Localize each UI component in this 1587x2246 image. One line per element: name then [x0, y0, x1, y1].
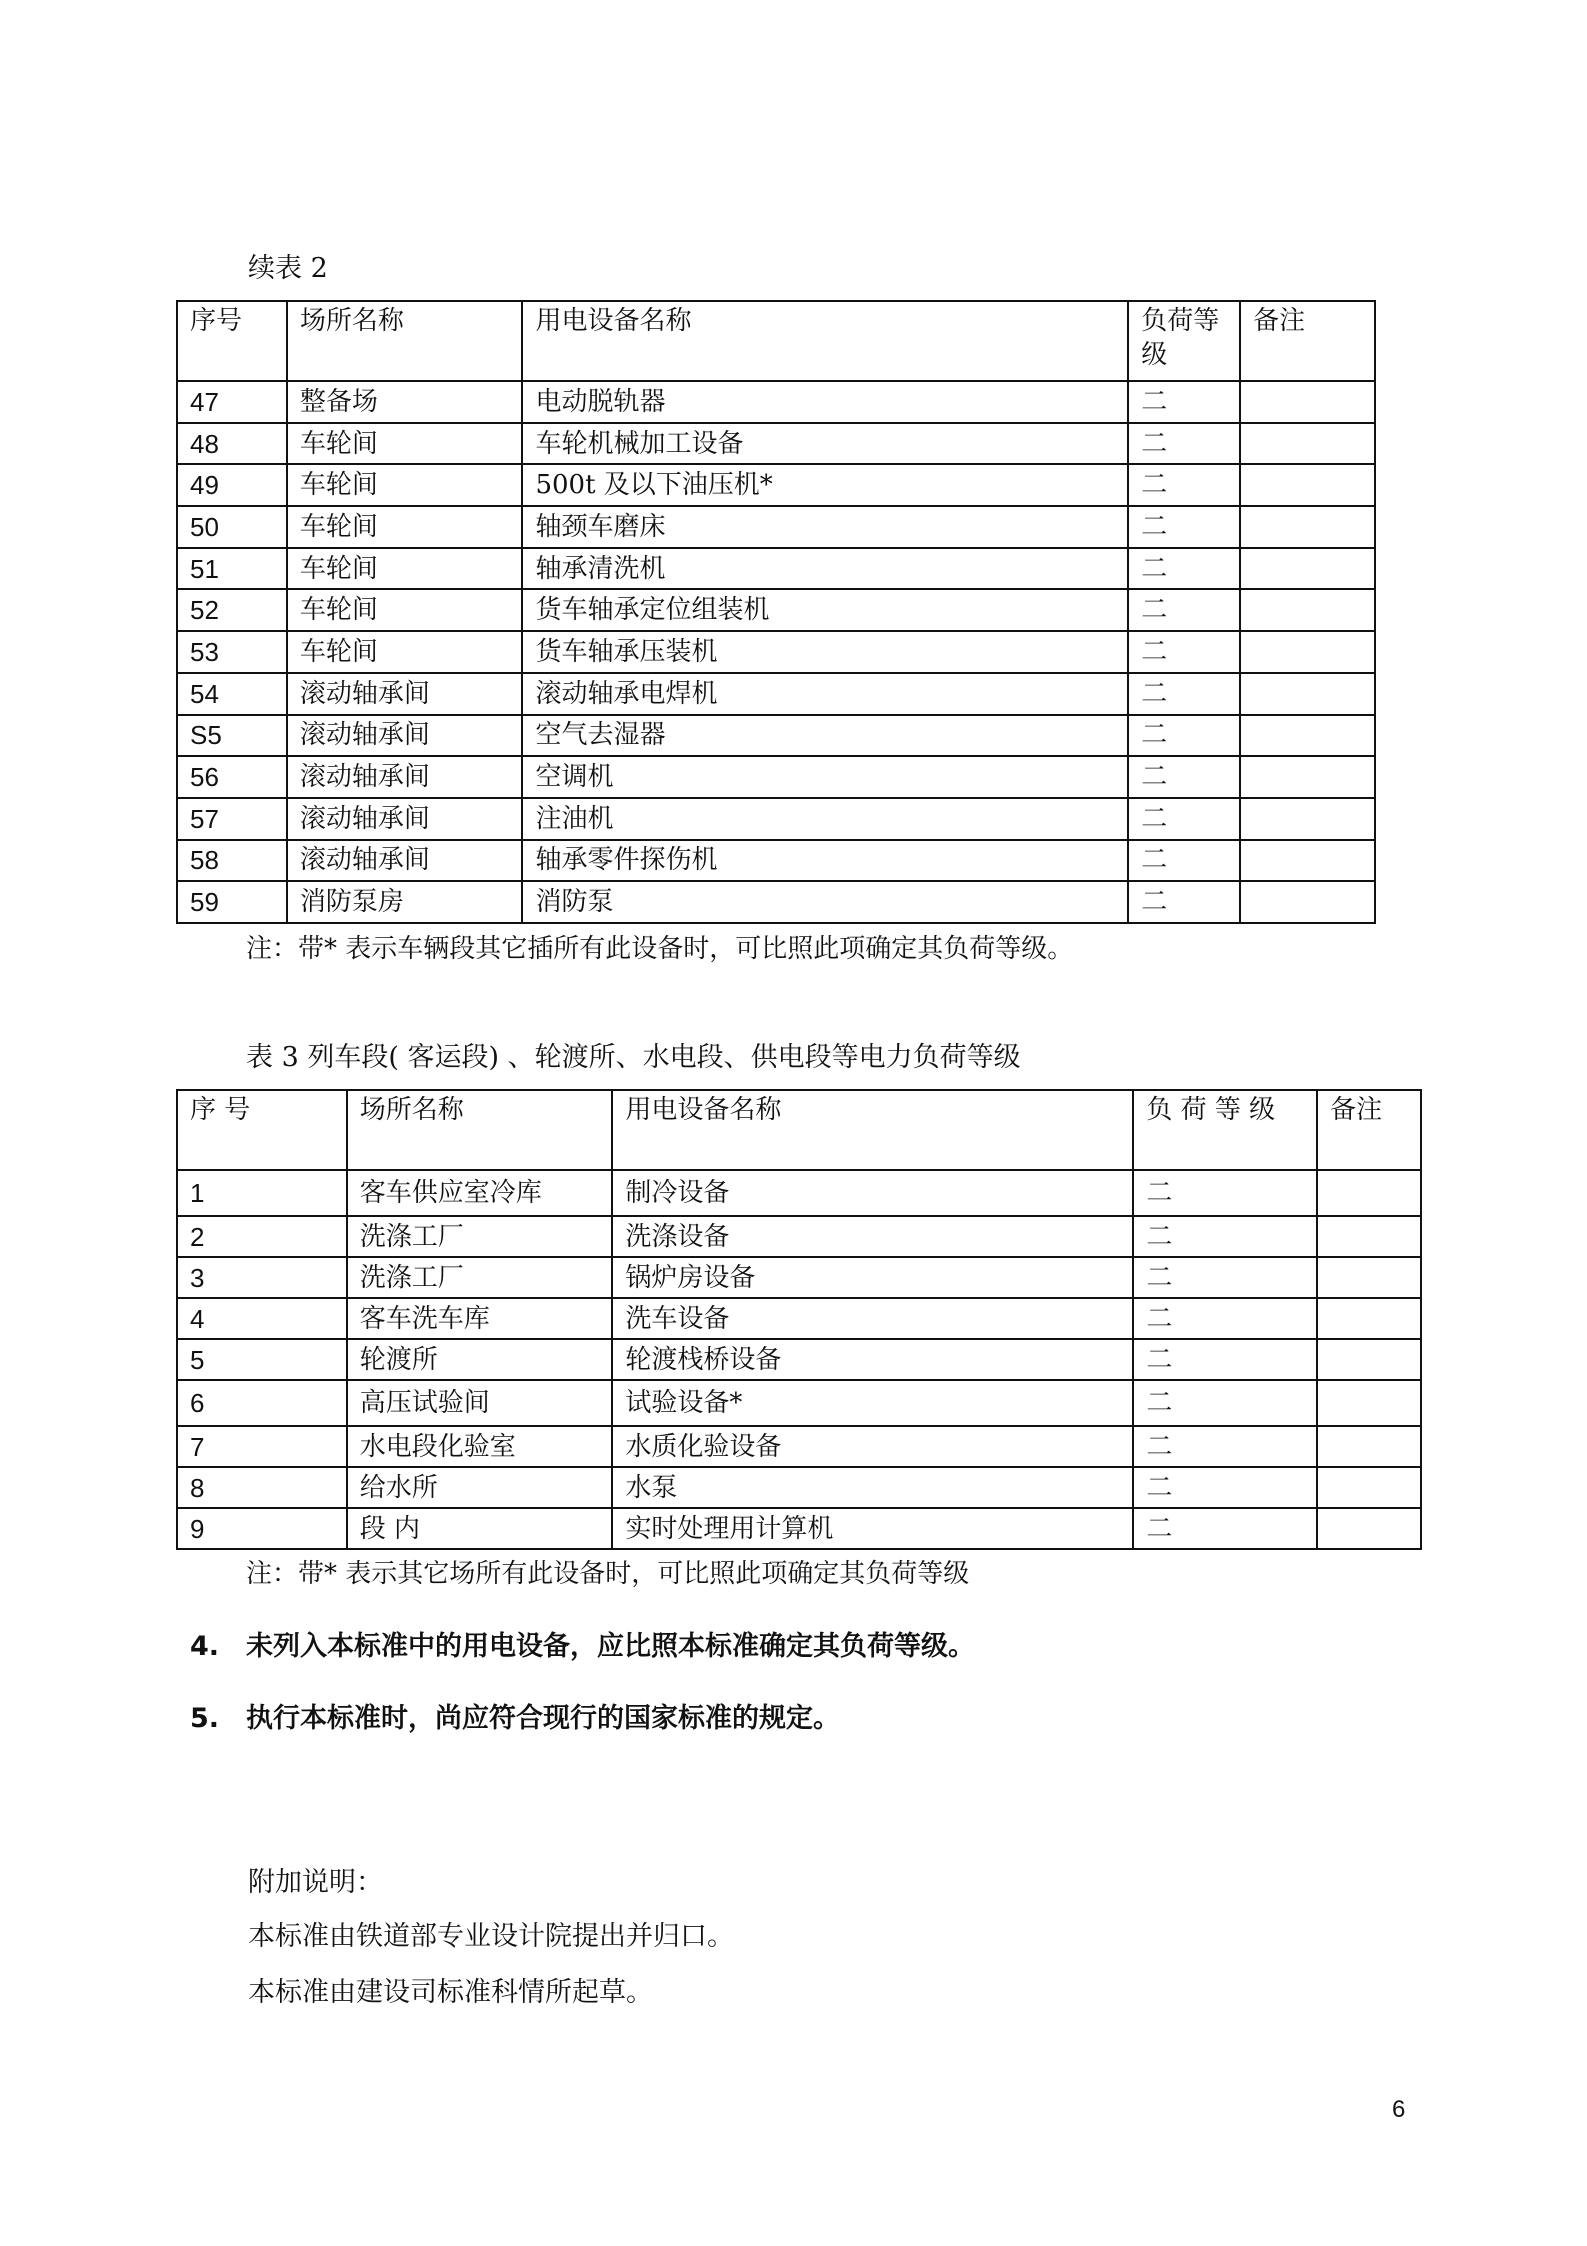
table-cell: 水泵	[612, 1467, 1133, 1508]
table2-caption: 续表 2	[248, 253, 328, 284]
table-cell: 二	[1128, 798, 1240, 840]
table-cell: 车轮机械加工设备	[522, 423, 1128, 465]
header-cell: 序 号	[177, 1090, 347, 1170]
table-cell: 二	[1128, 589, 1240, 631]
table-cell: 消防泵	[522, 881, 1128, 923]
table-cell: 车轮间	[287, 631, 523, 673]
addendum-title: 附加说明：	[248, 1867, 383, 1898]
header-cell: 负荷等级	[1128, 301, 1240, 381]
table-cell: 洗涤工厂	[347, 1216, 613, 1257]
table-cell	[1240, 548, 1375, 590]
table-cell	[1317, 1508, 1421, 1549]
table-cell	[1240, 589, 1375, 631]
table-cell: 滚动轴承间	[287, 673, 523, 715]
addendum-line: 本标准由建设司标准科情所起草。	[248, 1977, 653, 2008]
header-cell: 用电设备名称	[612, 1090, 1133, 1170]
table-cell: 二	[1128, 423, 1240, 465]
table-cell: 二	[1128, 881, 1240, 923]
table-cell: 二	[1133, 1298, 1317, 1339]
table-row	[177, 798, 1375, 840]
table-cell	[1317, 1170, 1421, 1216]
page-number: 6	[1392, 2096, 1406, 2123]
table-cell: 轴承零件探伤机	[522, 840, 1128, 882]
table-row	[177, 756, 1375, 798]
table-cell: 滚动轴承电焊机	[522, 673, 1128, 715]
table-cell: 7	[177, 1426, 347, 1467]
table-row	[177, 464, 1375, 506]
table-cell: 二	[1128, 464, 1240, 506]
table-cell	[1240, 381, 1375, 423]
header-row	[177, 1090, 1421, 1170]
table-cell: 制冷设备	[612, 1170, 1133, 1216]
header-cell: 场所名称	[287, 301, 523, 381]
table-cell: 给水所	[347, 1467, 613, 1508]
table-cell	[1240, 756, 1375, 798]
table-cell	[1317, 1426, 1421, 1467]
header-cell: 负 荷 等 级	[1133, 1090, 1317, 1170]
table-row	[177, 715, 1375, 757]
clause-number: 5.	[190, 1703, 220, 1734]
table-row	[177, 1339, 1421, 1380]
table-cell: 水电段化验室	[347, 1426, 613, 1467]
table2	[176, 300, 1376, 924]
table3-caption: 表 3 列车段( 客运段) 、轮渡所、水电段、供电段等电力负荷等级	[246, 1042, 1021, 1073]
table-cell: 4	[177, 1298, 347, 1339]
table-cell: 二	[1128, 673, 1240, 715]
table-cell: 50	[177, 506, 287, 548]
table-cell: 二	[1128, 840, 1240, 882]
header-cell: 备注	[1240, 301, 1375, 381]
table-cell: 客车洗车库	[347, 1298, 613, 1339]
table-row	[177, 1508, 1421, 1549]
table-cell: 53	[177, 631, 287, 673]
table-row	[177, 631, 1375, 673]
table-cell: 车轮间	[287, 589, 523, 631]
table-cell: 实时处理用计算机	[612, 1508, 1133, 1549]
header-row	[177, 301, 1375, 381]
table-cell: 48	[177, 423, 287, 465]
header-cell: 备注	[1317, 1090, 1421, 1170]
table-cell: 轴颈车磨床	[522, 506, 1128, 548]
table-cell: 水质化验设备	[612, 1426, 1133, 1467]
table-cell: 注油机	[522, 798, 1128, 840]
clause-4	[190, 1624, 975, 1663]
table-cell: 车轮间	[287, 464, 523, 506]
table-row	[177, 423, 1375, 465]
table-cell: 滚动轴承间	[287, 798, 523, 840]
table-cell	[1317, 1257, 1421, 1298]
table-cell: 二	[1133, 1257, 1317, 1298]
table-cell: 58	[177, 840, 287, 882]
table-cell: 车轮间	[287, 506, 523, 548]
table-cell: 滚动轴承间	[287, 715, 523, 757]
header-cell: 用电设备名称	[522, 301, 1128, 381]
table-cell: 6	[177, 1380, 347, 1426]
table-cell: 二	[1128, 548, 1240, 590]
table-cell: 二	[1133, 1508, 1317, 1549]
table-row	[177, 1216, 1421, 1257]
table-row	[177, 1298, 1421, 1339]
table-cell: 二	[1133, 1216, 1317, 1257]
table-cell: S5	[177, 715, 287, 757]
table-cell: 滚动轴承间	[287, 840, 523, 882]
table-cell: 消防泵房	[287, 881, 523, 923]
table-cell: 洗涤设备	[612, 1216, 1133, 1257]
table-cell: 52	[177, 589, 287, 631]
table-cell: 49	[177, 464, 287, 506]
table-cell: 段 内	[347, 1508, 613, 1549]
table-cell: 9	[177, 1508, 347, 1549]
table-cell: 47	[177, 381, 287, 423]
table-cell: 空调机	[522, 756, 1128, 798]
table-cell: 货车轴承压装机	[522, 631, 1128, 673]
table-cell: 二	[1133, 1426, 1317, 1467]
table-cell: 客车供应室冷库	[347, 1170, 613, 1216]
table-cell	[1240, 631, 1375, 673]
table-cell: 51	[177, 548, 287, 590]
table-row	[177, 881, 1375, 923]
table-row	[177, 381, 1375, 423]
table-cell: 5	[177, 1339, 347, 1380]
table-cell: 洗涤工厂	[347, 1257, 613, 1298]
table-cell	[1240, 798, 1375, 840]
addendum-line: 本标准由铁道部专业设计院提出并归口。	[248, 1921, 734, 1952]
table-cell: 57	[177, 798, 287, 840]
table-cell: 二	[1133, 1380, 1317, 1426]
table-cell: 8	[177, 1467, 347, 1508]
table-cell: 洗车设备	[612, 1298, 1133, 1339]
table-cell: 试验设备*	[612, 1380, 1133, 1426]
table-cell	[1317, 1467, 1421, 1508]
table-row	[177, 1257, 1421, 1298]
table-cell: 2	[177, 1216, 347, 1257]
table-cell: 车轮间	[287, 423, 523, 465]
table-cell: 滚动轴承间	[287, 756, 523, 798]
table-cell	[1240, 840, 1375, 882]
table-cell	[1240, 464, 1375, 506]
table-cell	[1240, 715, 1375, 757]
table-cell	[1240, 506, 1375, 548]
table3-note: 注：带* 表示其它场所有此设备时，可比照此项确定其负荷等级	[246, 1559, 970, 1589]
table-cell: 轴承清洗机	[522, 548, 1128, 590]
table-cell	[1317, 1339, 1421, 1380]
table-cell	[1240, 673, 1375, 715]
clause-number: 4.	[190, 1631, 220, 1662]
table-cell: 二	[1128, 381, 1240, 423]
table-cell: 轮渡所	[347, 1339, 613, 1380]
table-cell: 二	[1133, 1467, 1317, 1508]
clause-5	[190, 1696, 840, 1735]
header-cell: 序号	[177, 301, 287, 381]
table-row	[177, 1380, 1421, 1426]
table-row	[177, 1170, 1421, 1216]
table-cell: 500t 及以下油压机*	[522, 464, 1128, 506]
table-row	[177, 1467, 1421, 1508]
table-cell	[1317, 1216, 1421, 1257]
table-row	[177, 589, 1375, 631]
table-cell: 高压试验间	[347, 1380, 613, 1426]
clause-text: 未列入本标准中的用电设备，应比照本标准确定其负荷等级。	[246, 1631, 975, 1662]
table-cell: 二	[1128, 631, 1240, 673]
table-row	[177, 840, 1375, 882]
table-cell: 54	[177, 673, 287, 715]
table2-note: 注：带* 表示车辆段其它插所有此设备时，可比照此项确定其负荷等级。	[246, 934, 1074, 964]
table-cell	[1240, 423, 1375, 465]
table-cell: 1	[177, 1170, 347, 1216]
table-cell: 3	[177, 1257, 347, 1298]
table-cell: 空气去湿器	[522, 715, 1128, 757]
table-row	[177, 1426, 1421, 1467]
table-row	[177, 673, 1375, 715]
table-cell: 电动脱轨器	[522, 381, 1128, 423]
header-cell: 场所名称	[347, 1090, 613, 1170]
table-cell: 二	[1128, 756, 1240, 798]
table-cell: 整备场	[287, 381, 523, 423]
table-cell: 轮渡栈桥设备	[612, 1339, 1133, 1380]
table-cell: 二	[1133, 1170, 1317, 1216]
table-row	[177, 506, 1375, 548]
table-cell	[1240, 881, 1375, 923]
table-cell: 二	[1128, 506, 1240, 548]
table-cell: 货车轴承定位组装机	[522, 589, 1128, 631]
table-cell: 59	[177, 881, 287, 923]
table-cell: 二	[1133, 1339, 1317, 1380]
table-cell: 56	[177, 756, 287, 798]
table-row	[177, 548, 1375, 590]
table-cell: 二	[1128, 715, 1240, 757]
table-cell: 车轮间	[287, 548, 523, 590]
table-cell	[1317, 1380, 1421, 1426]
table-cell: 锅炉房设备	[612, 1257, 1133, 1298]
table-cell	[1317, 1298, 1421, 1339]
clause-text: 执行本标准时，尚应符合现行的国家标准的规定。	[246, 1703, 840, 1734]
table3	[176, 1089, 1422, 1550]
